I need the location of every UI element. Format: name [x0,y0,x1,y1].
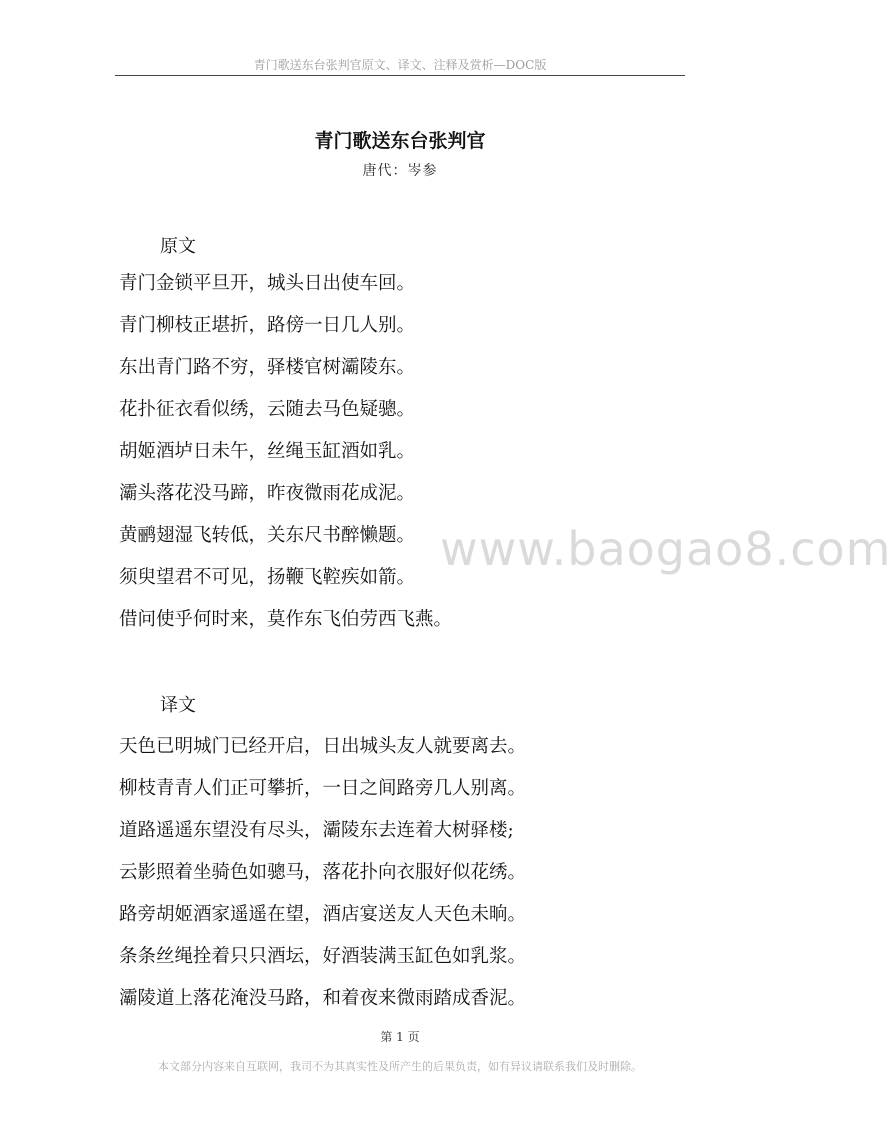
translation-line: 柳枝青青人们正可攀折，一日之间路旁几人别离。 [119,778,527,799]
original-heading: 原文 [160,236,196,257]
translation-line: 道路遥遥东望没有尽头，灞陵东去连着大树驿楼; [119,820,514,841]
original-line: 东出青门路不穷，驿楼官树灞陵东。 [119,357,416,378]
poem-author: 唐代：岑参 [362,163,438,179]
original-line: 青门金锁平旦开，城头日出使车回。 [119,273,416,294]
translation-line: 灞陵道上落花淹没马路，和着夜来微雨踏成香泥。 [119,988,527,1009]
disclaimer-footer: 本文部分内容来自互联网，我司不为其真实性及所产生的后果负责，如有异议请联系我们及时删除。 [158,1060,642,1073]
original-line: 青门柳枝正堪折，路傍一日几人别。 [119,315,416,336]
original-line: 借问使乎何时来，莫作东飞伯劳西飞燕。 [119,609,453,630]
translation-line: 路旁胡姬酒家遥遥在望，酒店宴送友人天色未晌。 [119,904,527,925]
header-divider [115,75,685,76]
original-line: 花扑征衣看似绣，云随去马色疑骢。 [119,399,416,420]
original-line: 须臾望君不可见，扬鞭飞鞚疾如箭。 [119,567,416,588]
running-header: 青门歌送东台张判官原文、译文、注释及赏析—DOC版 [253,58,547,72]
original-line: 灞头落花没马蹄，昨夜微雨花成泥。 [119,483,416,504]
translation-heading: 译文 [160,695,196,716]
page-number: 第 1 页 [380,1030,420,1044]
original-line: 黄鹂翅湿飞转低，关东尺书醉懒题。 [119,525,416,546]
original-lines [119,263,452,641]
translation-lines [119,726,526,1020]
translation-line: 天色已明城门已经开启，日出城头友人就要离去。 [119,736,527,757]
watermark: www.baogao8.com [440,522,891,576]
poem-title: 青门歌送东台张判官 [314,130,486,152]
original-line: 胡姬酒垆日未午，丝绳玉缸酒如乳。 [119,441,416,462]
translation-line: 云影照着坐骑色如骢马，落花扑向衣服好似花绣。 [119,862,527,883]
translation-line: 条条丝绳拴着只只酒坛，好酒装满玉缸色如乳浆。 [119,946,527,967]
